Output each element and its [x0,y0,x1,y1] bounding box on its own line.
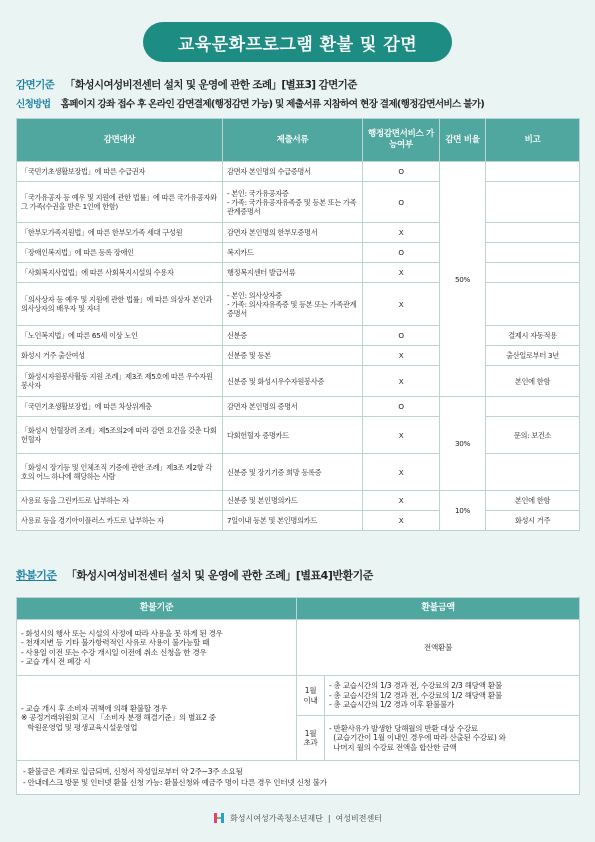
document-cell: 신분증 및 본인명의카드 [223,491,363,511]
criteria-line: - 사용일 이전 또는 수강 개시일 이전에 취소 신청을 한 경우 [21,647,207,657]
remark-cell: 본인에 한함 [486,366,580,397]
document-cell: 복지카드 [223,243,363,263]
refund-rule-line: - 총 교습시간의 1/3 경과 전, 수강료의 2/3 해당액 환불 [329,681,502,691]
footer [0,812,595,824]
target-cell: 「화성시 장기등 및 인체조직 기증에 관한 조례」제3조 제2항 각 호의 어느 하나에 해당하는 사람 [17,454,223,491]
remark-cell: 본인에 한함 [486,491,580,511]
table-row [17,366,580,397]
refund-rule-line: - 반환사유가 발생한 당해월의 반환 대상 수강료 [329,723,478,733]
availability-cell: O [363,397,440,417]
target-cell: 「의사상자 등 예우 및 지원에 관한 법률」에 따른 의상자 본인과 의사상자의 배우자 및 자녀 [17,283,223,326]
refund-table [16,597,580,795]
refund-rule-line: - 총 교습시간의 1/2 경과 전, 수강료의 1/2 해당액 환불 [329,690,502,700]
col-header-documents: 제출서류 [223,119,363,162]
rate-cell-10: 10% [440,491,486,531]
criteria-line: 학원운영업 및 평생교육시설운영업 [21,722,138,732]
page-title: 교육문화프로그램 환불 및 감면 [143,22,452,62]
target-cell: 사용료 등을 그린카드로 납부하는 자 [17,491,223,511]
refund-note: - 안내데스크 방문 및 인터넷 환불 신청 가능: 환불신청와 예금주 명이 다른 경우 인터넷 신청 불가 [23,778,327,788]
apply-method [16,96,484,110]
target-cell: 화성시 거주 출산여성 [17,346,223,366]
target-cell: 「국민기초생활보장법」에 따른 차상위계층 [17,397,223,417]
col-header-refund-criteria: 환불기준 [17,598,297,620]
table-row [17,263,580,283]
foundation-logo-icon [213,812,225,824]
refund-criteria-cell [17,620,297,676]
footer-org: 화성시여성가족청소년재단 [230,813,323,823]
criteria-line: - 교습 개시 전 폐강 시 [21,656,91,666]
refund-standard-label: 환불기준 [16,569,57,582]
document-cell: 신분증 및 등본 [223,346,363,366]
over-month-cell [325,716,580,761]
criteria-line: - 천재지변 등 기타 불가항력적인 사유로 사용이 불가능할 때 [21,638,210,648]
availability-cell: O [363,326,440,346]
target-cell: 사용료 등을 경기아이플러스 카드로 납부하는 자 [17,511,223,531]
remark-cell [486,182,580,223]
apply-method-value: 홈페이지 강좌 접수 후 온라인 감면결제(행정감면 가능) 및 제출서류 지참하여 현장 결제(행정감면서비스 불가) [60,99,485,110]
col-header-admin-service: 행정감면서비스 가능여부 [363,119,440,162]
table-row [17,182,580,223]
remark-cell [486,243,580,263]
refund-rule-line: (교습기간이 1월 이내인 경우에 따라 산출된 수강료) 와 [329,733,506,743]
col-header-refund-amount: 환불금액 [297,598,580,620]
refund-rule-line: 나머지 월의 수강료 전액을 합산한 금액 [329,742,457,752]
reduction-standard-value: 「화성시여성비전센터 설치 및 운영에 관한 조례」[별표3] 감면기준 [64,79,357,91]
full-refund-cell: 전액환불 [297,620,580,676]
availability-cell: X [363,283,440,326]
availability-cell: X [363,491,440,511]
document-cell: 7일이내 등본 및 본인명의카드 [223,511,363,531]
col-header-target: 감면대상 [17,119,223,162]
remark-cell [486,454,580,491]
remark-cell: 결제시 자동적용 [486,326,580,346]
availability-cell: X [363,346,440,366]
table-row [17,417,580,454]
target-cell: 「화성시 헌혈장려 조례」제5조의2에 따라 감면 요건을 갖춘 다회헌혈자 [17,417,223,454]
remark-cell [486,263,580,283]
table-row [17,454,580,491]
refund-notes-cell [17,761,580,795]
criteria-line: ※ 공정거래위원회 고시 「소비자 분쟁 해결기준」의 별표2 중 [21,713,216,723]
document-cell: 신분증 [223,326,363,346]
remark-cell: 화성시 거주 [486,511,580,531]
refund-note: - 환불금은 계좌로 입금되며, 신청서 작성일로부터 약 2주~3주 소요됨 [23,767,243,776]
availability-cell: X [363,366,440,397]
within-month-label: 1월 이내 [297,676,325,716]
availability-cell: X [363,454,440,491]
footer-center: 여성비전센터 [335,813,382,823]
document-cell: 다회헌혈자 증명카드 [223,417,363,454]
refund-rule-line: - 총 교습시간의 1/2 경과 이후 환불불가 [329,700,454,710]
over-month-label: 1월 초과 [297,716,325,761]
table-row [17,397,580,417]
table-row [17,676,580,716]
document-cell: 신분증 및 장기기증 희망 등록증 [223,454,363,491]
remark-cell [486,223,580,243]
availability-cell: X [363,511,440,531]
table-row [17,346,580,366]
refund-standard-heading [16,567,373,583]
apply-method-label: 신청방법 [16,99,51,110]
document-cell: 감면자 본인명의 수급증명서 [223,162,363,182]
rate-cell-50: 50% [440,162,486,397]
rate-cell-30: 30% [440,397,486,491]
table-row [17,326,580,346]
table-row [17,223,580,243]
document-cell: - 본인: 의사상자증 - 가족: 의사자유족증 및 등본 또는 가족관계증명서 [223,283,363,326]
document-cell: 신분증 및 화성시우수자원봉사증 [223,366,363,397]
document-cell: 행정복지센터 발급서류 [223,263,363,283]
availability-cell: X [363,417,440,454]
target-cell: 「국민기초생활보장법」에 따른 수급권자 [17,162,223,182]
table-row [17,620,580,676]
footer-separator: | [327,813,331,823]
target-cell: 「노인복지법」에 따른 65세 이상 노인 [17,326,223,346]
remark-cell [486,397,580,417]
document-cell: 감면자 본인명의 증명서 [223,397,363,417]
remark-cell: 출산일로부터 3년 [486,346,580,366]
target-cell: 「한부모가족지원법」에 따른 한부모가족 세대 구성원 [17,223,223,243]
table-row [17,511,580,531]
availability-cell: O [363,162,440,182]
availability-cell: X [363,263,440,283]
table-row [17,491,580,511]
remark-cell [486,283,580,326]
table-row [17,243,580,263]
table-row [17,761,580,795]
table-row [17,283,580,326]
target-cell: 「화성시자원봉사활동 지원 조례」제3조 제5호에 따른 우수자원봉사자 [17,366,223,397]
document-cell: 감면자 본인명의 한부모증명서 [223,223,363,243]
target-cell: 「장애인복지법」에 따른 등록 장애인 [17,243,223,263]
remark-cell [486,162,580,182]
reduction-standard [16,77,357,92]
target-cell: 「사회복지사업법」에 따른 사회복지시설의 수용자 [17,263,223,283]
reduction-table [16,118,580,531]
within-month-cell [325,676,580,716]
table-row [17,162,580,182]
refund-standard-value: 「화성시여성비전센터 설치 및 운영에 관한 조례」[별표4]반환기준 [65,569,373,582]
criteria-line: - 교습 개시 후 소비자 귀책에 의해 환불할 경우 [21,703,167,713]
availability-cell: O [363,243,440,263]
availability-cell: X [363,223,440,243]
reduction-standard-label: 감면기준 [16,79,55,91]
availability-cell: O [363,182,440,223]
target-cell: 「국가유공자 등 예우 및 지원에 관한 법률」에 따른 국가유공자와 그 가족(수권을 받은 1인에 한함) [17,182,223,223]
criteria-line: - 화성시의 행사 또는 시설의 사정에 따라 사용을 못 하게 된 경우 [21,628,223,638]
document-cell: - 본인: 국가유공자증 - 가족: 국가유공자유족증 및 등본 또는 가족관계증명서 [223,182,363,223]
refund-criteria-cell [17,676,297,761]
col-header-rate: 감면 비율 [440,119,486,162]
col-header-remarks: 비고 [486,119,580,162]
remark-cell: 문의: 보건소 [486,417,580,454]
